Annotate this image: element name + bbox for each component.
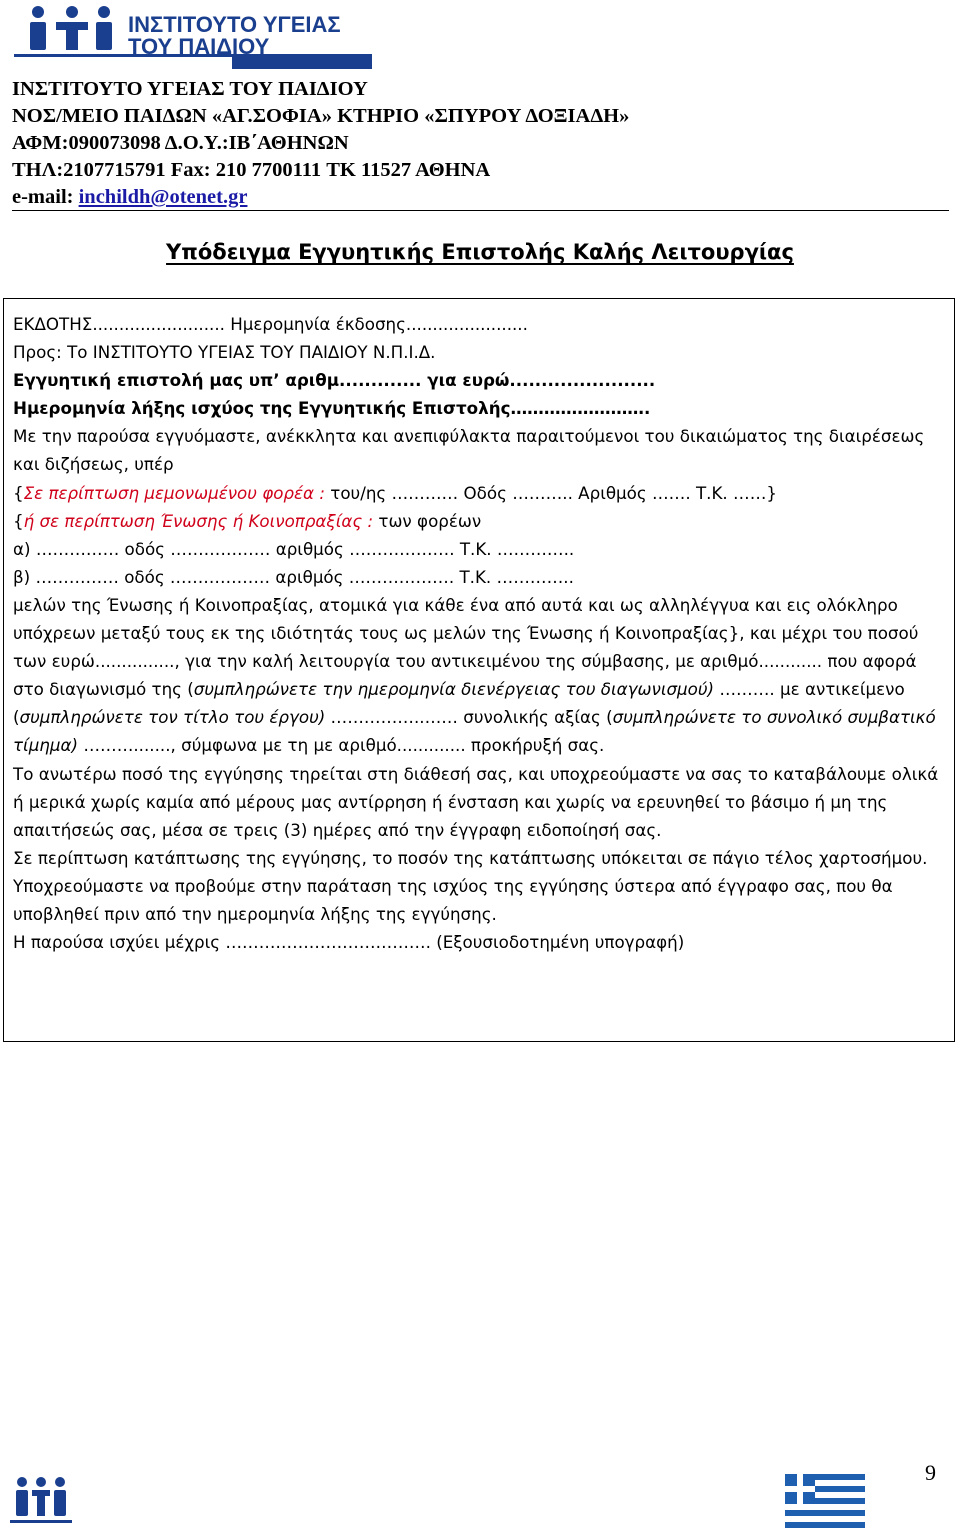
letter-template-box (3, 298, 955, 1042)
email-link[interactable]: inchildh@otenet.gr (78, 186, 248, 208)
org-address: ΝΟΣ/ΜΕΙΟ ΠΑΙΔΩΝ «ΑΓ.ΣΟΦΙΑ» ΚΤΗΡΙΟ «ΣΠΥΡΟΥ ΔΟΞΙΑΔΗ» (12, 105, 630, 127)
org-tax-id: ΑΦΜ:090073098 Δ.Ο.Υ.:ΙΒ΄ΑΘΗΝΩΝ (12, 132, 349, 154)
forfeiture-paragraph: Σε περίπτωση κατάπτωσης της εγγύησης, το ποσόν της κατάπτωσης υπόκειται σε πάγιο τέλος χαρτοσήμου. (13, 847, 928, 868)
logo-text-line2: ΤΟΥ ΠΑΙΔΙΟΥ (128, 34, 270, 59)
single-entity-note: Σε περίπτωση μεμονωμένου φορέα : (23, 482, 325, 503)
issuer-line: ΕΚΔΟΤΗΣ......................... Ημερομηνία έκδοσης....................... (13, 314, 528, 334)
extension-paragraph: Υποχρεούμαστε να προβούμε στην παράταση της ισχύος της εγγύησης ύστερα από έγγραφο σας, που θα υποβληθεί πριν από την ημερομηνία λήξης της εγγύησης. (13, 875, 893, 924)
validity-signature-line: Η παρούσα ισχύει μέχρις ………………………………. (Εξουσιοδοτημένη υπογραφή) (13, 932, 685, 953)
recipient-line: Προς: Το ΙΝΣΤΙΤΟΥΤΟ ΥΓΕΙΑΣ ΤΟΥ ΠΑΙΔΙΟΥ Ν.Π.Ι.Δ. (13, 342, 436, 363)
page-number: 9 (925, 1460, 936, 1485)
obligation-paragraph: μελών της Ένωσης ή Κοινοπραξίας, ατομικά για κάθε ένα από αυτά και ως αλληλέγγυα και εις ολόκληρο υπόχρεων μεταξύ τους εκ της ιδιότητάς τους ως μελών της Ένωσης ή Κοινοπραξίας}, και μέχρι του ποσού των ευρώ..............., για την καλή λειτουργία του αντικειμένου της σύμβασης, με αριθμό............ που αφορά στο διαγωνισμό της (συμπληρώνετε την ημερομηνία διενέργειας του διαγωνισμού) ………. με αντικείμενο (συμπληρώνετε τον τίτλο του έργου) ……………..…… συνολικής αξίας (συμπληρώνετε το συνολικό συμβατικό τίμημα) ………......., σύμφωνα με τη με αριθμό............. προκήρυξή σας. (13, 594, 936, 756)
document-title: Υπόδειγμα Εγγυητικής Επιστολής Καλής Λειτουργίας (166, 240, 794, 264)
payment-paragraph: Το ανωτέρω ποσό της εγγύησης τηρείται στη διάθεσή σας, και υποχρεούμαστε να σας το καταβάλουμε ολικά ή μερικά χωρίς καμία από μέρους μας αντίρρηση ή ένσταση και χωρίς να ερευνηθεί το βάσιμο ή μη της απαιτήσεώς σας, μέσα σε τρεις (3) ημέρες από την έγγραφη ειδοποίησή σας. (13, 763, 939, 840)
org-email-line (12, 184, 952, 211)
header-divider (12, 210, 949, 211)
member-b-line: β) …………… οδός ……………… αριθμός ………………. Τ.Κ. ………….. (13, 566, 574, 587)
footer-logo-icon (10, 1474, 72, 1526)
expiry-date-line: Ημερομηνία λήξης ισχύος της Εγγυητικής Επιστολής……………………. (13, 398, 651, 419)
logo-text-line1: ΙΝΣΤΙΤΟΥΤΟ ΥΓΕΙΑΣ (128, 12, 341, 37)
single-entity-line: {Σε περίπτωση μεμονωμένου φορέα : του/ης ………… Οδός ……….. Αριθμός ……. Τ.Κ. ……} (13, 482, 777, 503)
union-line: {ή σε περίπτωση Ένωσης ή Κοινοπραξίας : των φορέων (13, 510, 482, 531)
org-phone: ΤΗΛ:2107715791 Fax: 210 7700111 ΤΚ 11527 ΑΘΗΝΑ (12, 159, 491, 181)
guarantee-number-line: Εγγυητική επιστολή μας υπ’ αριθμ............. για ευρώ....................... (13, 370, 656, 391)
union-note: ή σε περίπτωση Ένωσης ή Κοινοπραξίας : (23, 510, 374, 531)
email-label: e-mail: (12, 186, 79, 208)
intro-paragraph: Με την παρούσα εγγυόμαστε, ανέκκλητα και ανεπιφύλακτα παραιτούμενοι του δικαιώματος της διαιρέσεως και διζήσεως, υπέρ (13, 426, 925, 475)
org-name: ΙΝΣΤΙΤΟΥΤΟ ΥΓΕΙΑΣ ΤΟΥ ΠΑΙΔΙΟΥ (12, 78, 368, 100)
organization-header (12, 76, 952, 211)
greek-flag-icon (785, 1474, 865, 1528)
member-a-line: α) …………… οδός ……………… αριθμός ………………. Τ.Κ. ………….. (13, 538, 575, 559)
institute-logo (12, 2, 372, 72)
